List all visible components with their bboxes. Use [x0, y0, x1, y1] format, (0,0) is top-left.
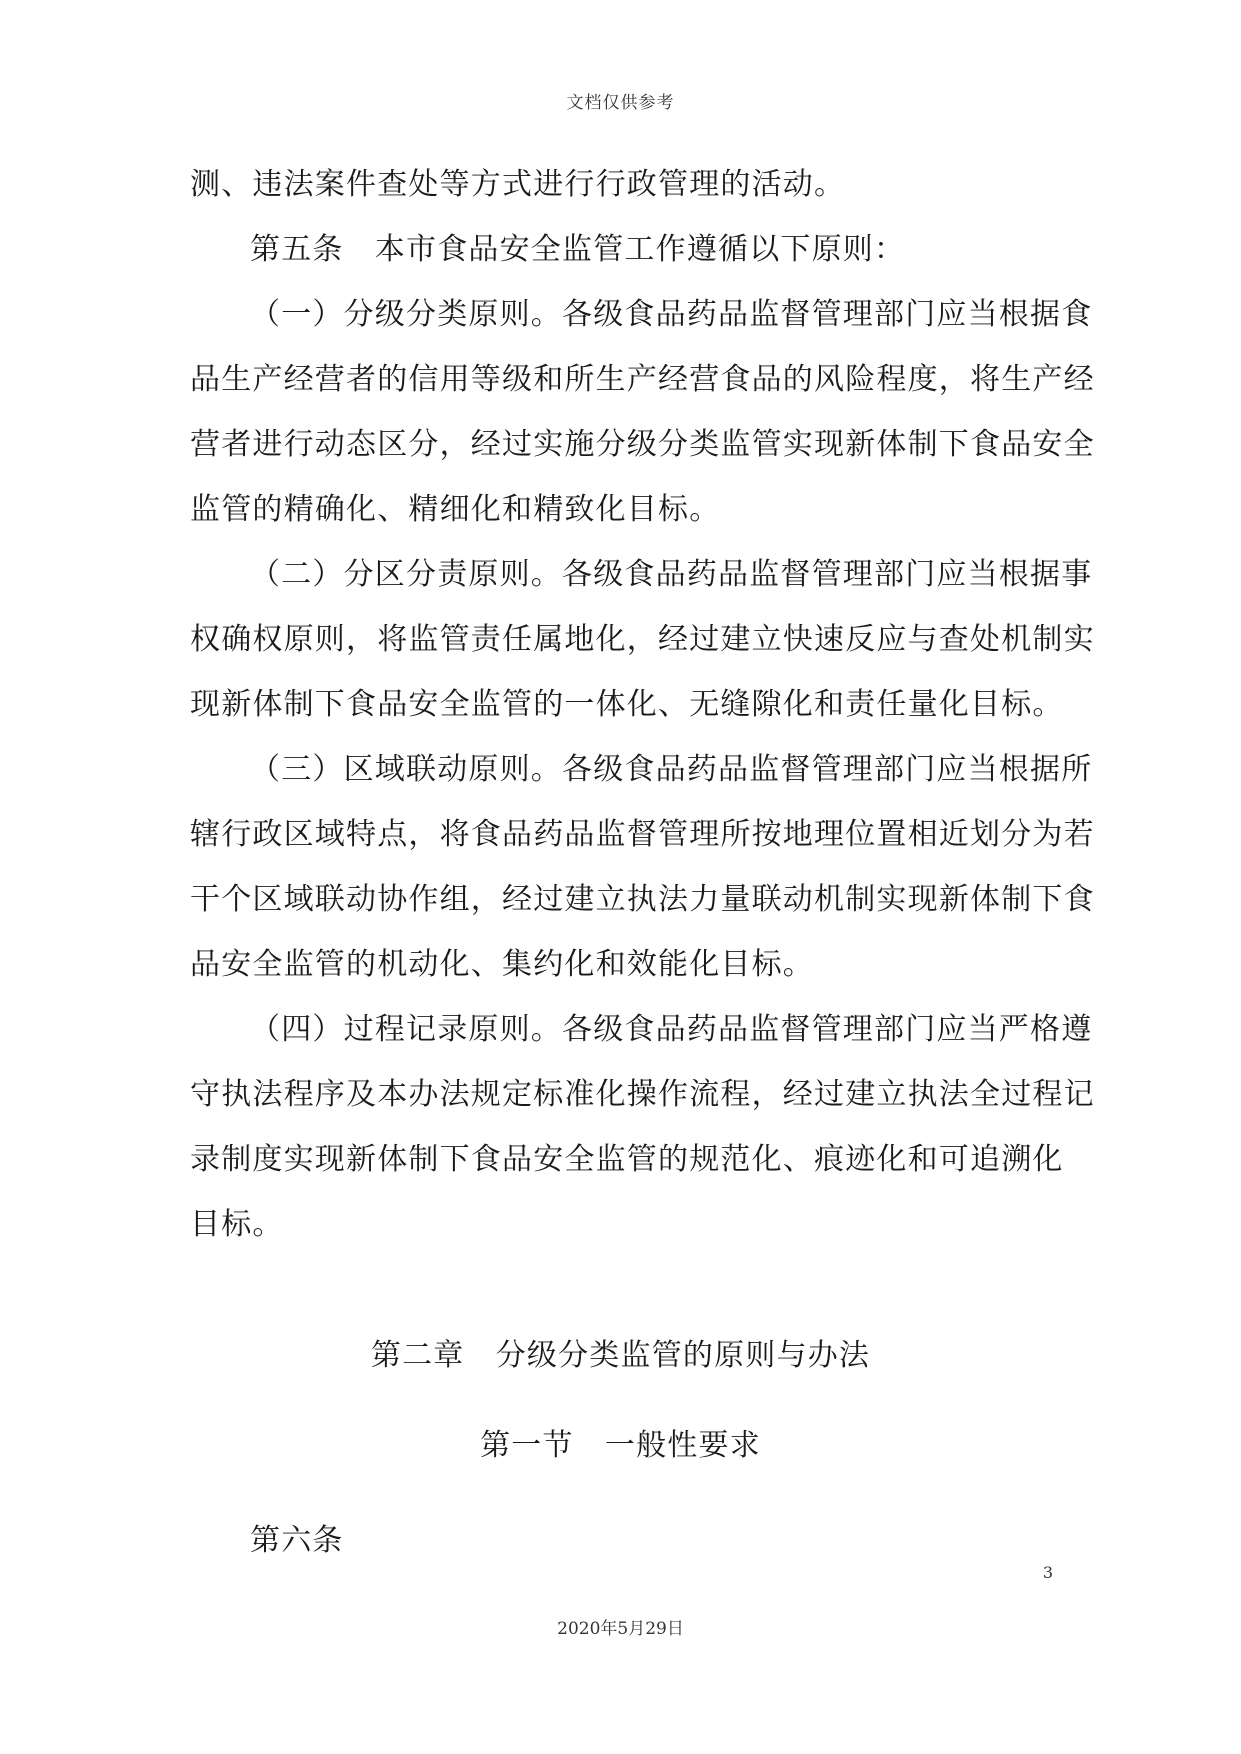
body-line: （二）分区分责原则。各级食品药品监督管理部门应当根据事 [250, 557, 1093, 592]
body-line: 现新体制下食品安全监管的一体化、无缝隙化和责任量化目标。 [190, 687, 1064, 722]
body-line: （一）分级分类原则。各级食品药品监督管理部门应当根据食 [250, 297, 1093, 332]
page-header: 文档仅供参考 [566, 93, 675, 113]
body-line: 目标。 [190, 1207, 284, 1242]
article-heading-line: 第五条 本市食品安全监管工作遵循以下原则： [250, 232, 906, 267]
body-line: 权确权原则，将监管责任属地化，经过建立快速反应与查处机制实 [190, 622, 1095, 657]
body-text [190, 152, 1095, 1257]
body-line: 辖行政区域特点，将食品药品监督管理所按地理位置相近划分为若 [190, 817, 1095, 852]
body-line: 守执法程序及本办法规定标准化操作流程，经过建立执法全过程记 [190, 1077, 1095, 1112]
section-title: 第一节 一般性要求 [480, 1428, 761, 1463]
body-line: （四）过程记录原则。各级食品药品监督管理部门应当严格遵 [250, 1012, 1093, 1047]
body-line: 录制度实现新体制下食品安全监管的规范化、痕迹化和可追溯化 [190, 1142, 1064, 1177]
body-line: 营者进行动态区分，经过实施分级分类监管实现新体制下食品安全 [190, 427, 1095, 462]
article-title: 第六条 [250, 1523, 344, 1558]
body-line: （三）区域联动原则。各级食品药品监督管理部门应当根据所 [250, 752, 1093, 787]
page-number: 3 [1042, 1563, 1053, 1582]
page-footer-date: 2020年5月29日 [557, 1619, 684, 1639]
body-line: 品生产经营者的信用等级和所生产经营食品的风险程度，将生产经 [190, 362, 1095, 397]
body-line: 品安全监管的机动化、集约化和效能化目标。 [190, 947, 814, 982]
chapter-title: 第二章 分级分类监管的原则与办法 [370, 1338, 871, 1373]
article-block [190, 1508, 1060, 1573]
body-line: 干个区域联动协作组，经过建立执法力量联动机制实现新体制下食 [190, 882, 1095, 917]
body-line: 监管的精确化、精细化和精致化目标。 [190, 492, 721, 527]
body-line: 测、违法案件查处等方式进行行政管理的活动。 [190, 167, 846, 202]
